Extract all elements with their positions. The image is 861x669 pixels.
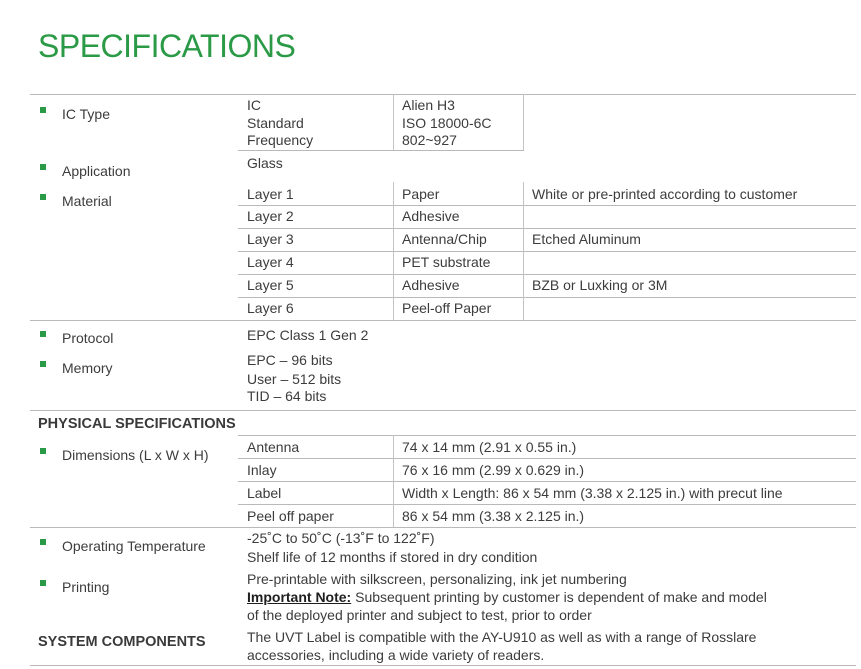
layer-name: Layer 3: [247, 231, 294, 247]
ic-name: IC: [247, 97, 261, 113]
operating-temperature-label: Operating Temperature: [62, 538, 206, 554]
dimension-name: Inlay: [247, 462, 277, 478]
bullet-icon: [40, 580, 46, 586]
layer-type: PET substrate: [402, 254, 491, 270]
rule-before-physical: [30, 410, 856, 411]
bullet-icon: [40, 539, 46, 545]
rule-material-5: [238, 297, 856, 298]
layer-note: Etched Aluminum: [532, 231, 641, 247]
layer-note: White or pre-printed according to customer: [532, 186, 798, 202]
bullet-icon: [40, 331, 46, 337]
memory-line: TID – 64 bits: [247, 388, 327, 404]
important-note-label: Important Note:: [247, 589, 352, 605]
layer-type: Antenna/Chip: [402, 231, 487, 247]
memory-label: Memory: [62, 360, 113, 376]
material-label: Material: [62, 193, 112, 209]
printing-line-1: Pre-printable with silkscreen, personalizing, ink jet numbering: [247, 571, 627, 587]
frequency-value: 802~927: [402, 132, 457, 148]
protocol-value: EPC Class 1 Gen 2: [247, 327, 369, 343]
layer-type: Adhesive: [402, 277, 460, 293]
printing-note: [247, 589, 767, 606]
dimension-value: Width x Length: 86 x 54 mm (3.38 x 2.125 in.) with precut line: [402, 485, 783, 501]
application-label: Application: [62, 163, 131, 179]
frequency-name: Frequency: [247, 132, 314, 148]
rule-dim-2: [238, 481, 856, 482]
dimension-value: 76 x 16 mm (2.99 x 0.629 in.): [402, 462, 585, 478]
dimension-name: Antenna: [247, 439, 300, 455]
dimensions-label: Dimensions (L x W x H): [62, 447, 209, 463]
layer-name: Layer 4: [247, 254, 294, 270]
rule-material-3: [238, 251, 856, 252]
standard-name: Standard: [247, 115, 304, 131]
rule-dim-3: [238, 504, 856, 505]
bullet-icon: [40, 107, 46, 113]
memory-line: User – 512 bits: [247, 371, 342, 387]
rule-bottom: [30, 665, 856, 666]
rule-after-ictype: [238, 150, 524, 151]
bullet-icon: [40, 194, 46, 200]
col-divider-1-dimensions: [393, 435, 394, 527]
bullet-icon: [40, 361, 46, 367]
col-divider-1: [393, 94, 394, 150]
temperature-range: -25˚C to 50˚C (-13˚F to 122˚F): [247, 530, 435, 546]
layer-note: BZB or Luxking or 3M: [532, 277, 668, 293]
memory-line: EPC – 96 bits: [247, 352, 333, 368]
system-heading: SYSTEM COMPONENTS: [38, 634, 206, 650]
layer-name: Layer 6: [247, 300, 294, 316]
rule-dim-0: [238, 435, 856, 436]
layer-name: Layer 2: [247, 208, 294, 224]
system-line-2: accessories, including a wide variety of readers.: [247, 647, 545, 663]
page-title: SPECIFICATIONS: [38, 28, 296, 64]
dimension-name: Label: [247, 485, 282, 501]
important-note-text: Subsequent printing by customer is dependent of make and model: [351, 589, 767, 605]
standard-value: ISO 18000-6C: [402, 115, 492, 131]
ic-type-label: IC Type: [62, 106, 110, 122]
dimension-value: 86 x 54 mm (3.38 x 2.125 in.): [402, 508, 585, 524]
rule-material-4: [238, 274, 856, 275]
printing-label: Printing: [62, 579, 110, 595]
system-line-1: The UVT Label is compatible with the AY-U910 as well as with a range of Rosslare: [247, 629, 757, 645]
rule-material-2: [238, 228, 856, 229]
rule-after-material: [30, 320, 856, 321]
protocol-label: Protocol: [62, 330, 114, 346]
application-value: Glass: [247, 155, 283, 171]
layer-name: Layer 1: [247, 186, 294, 202]
layer-type: Adhesive: [402, 208, 460, 224]
bullet-icon: [40, 164, 46, 170]
rule-material-1: [238, 205, 856, 206]
rule-top: [30, 94, 856, 95]
layer-type: Paper: [402, 186, 440, 202]
col-divider-2: [523, 94, 524, 150]
col-divider-2-material: [523, 182, 524, 320]
rule-after-dimensions: [30, 527, 856, 528]
shelf-life: Shelf life of 12 months if stored in dry condition: [247, 549, 538, 565]
dimension-name: Peel off paper: [247, 508, 334, 524]
bullet-icon: [40, 448, 46, 454]
dimension-value: 74 x 14 mm (2.91 x 0.55 in.): [402, 439, 577, 455]
col-divider-1-material: [393, 182, 394, 320]
physical-heading: PHYSICAL SPECIFICATIONS: [38, 416, 236, 432]
layer-name: Layer 5: [247, 277, 294, 293]
printing-line-3: of the deployed printer and subject to test, prior to order: [247, 607, 592, 623]
layer-type: Peel-off Paper: [402, 300, 492, 316]
ic-value: Alien H3: [402, 97, 455, 113]
rule-dim-1: [238, 458, 856, 459]
